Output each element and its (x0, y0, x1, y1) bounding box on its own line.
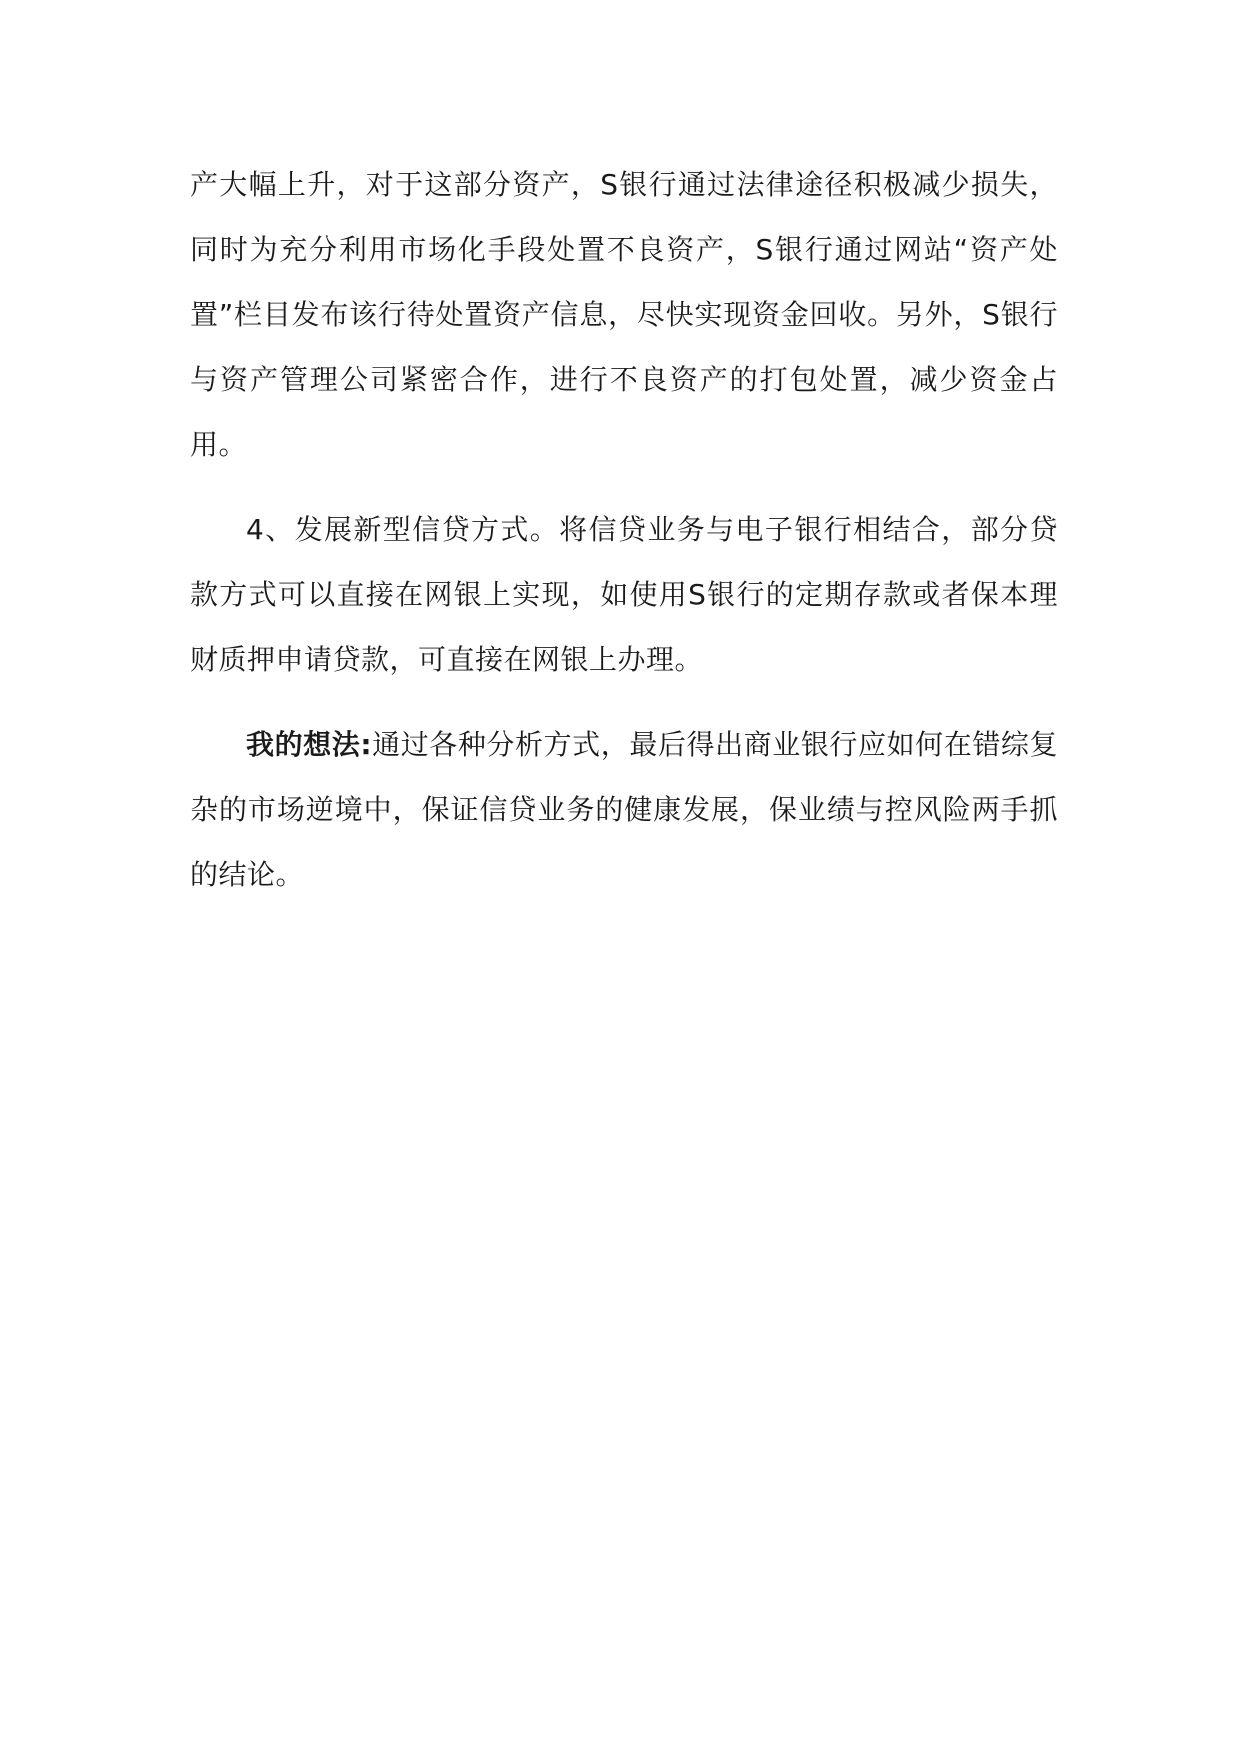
paragraph-my-thoughts (190, 712, 1058, 907)
paragraph-text: 通过各种分析方式，最后得出商业银行应如何在错综复杂的市场逆境中，保证信贷业务的健康发展，保业绩与控风险两手抓的结论。 (190, 728, 1058, 891)
paragraph-text: 4、发展新型信贷方式。将信贷业务与电子银行相结合，部分贷款方式可以直接在网银上实现，如使用S银行的定期存款或者保本理财质押申请贷款，可直接在网银上办理。 (190, 513, 1058, 676)
paragraph-new-credit-methods (190, 497, 1058, 692)
document-body (190, 152, 1058, 907)
paragraph-text: 产大幅上升，对于这部分资产，S银行通过法律途径积极减少损失，同时为充分利用市场化手段处置不良资产，S银行通过网站“资产处置”栏目发布该行待处置资产信息，尽快实现资金回收。另外，S银行与资产管理公司紧密合作，进行不良资产的打包处置，减少资金占用。 (190, 168, 1058, 461)
my-thoughts-label: 我的想法: (246, 728, 373, 761)
paragraph-asset-disposal (190, 152, 1058, 477)
